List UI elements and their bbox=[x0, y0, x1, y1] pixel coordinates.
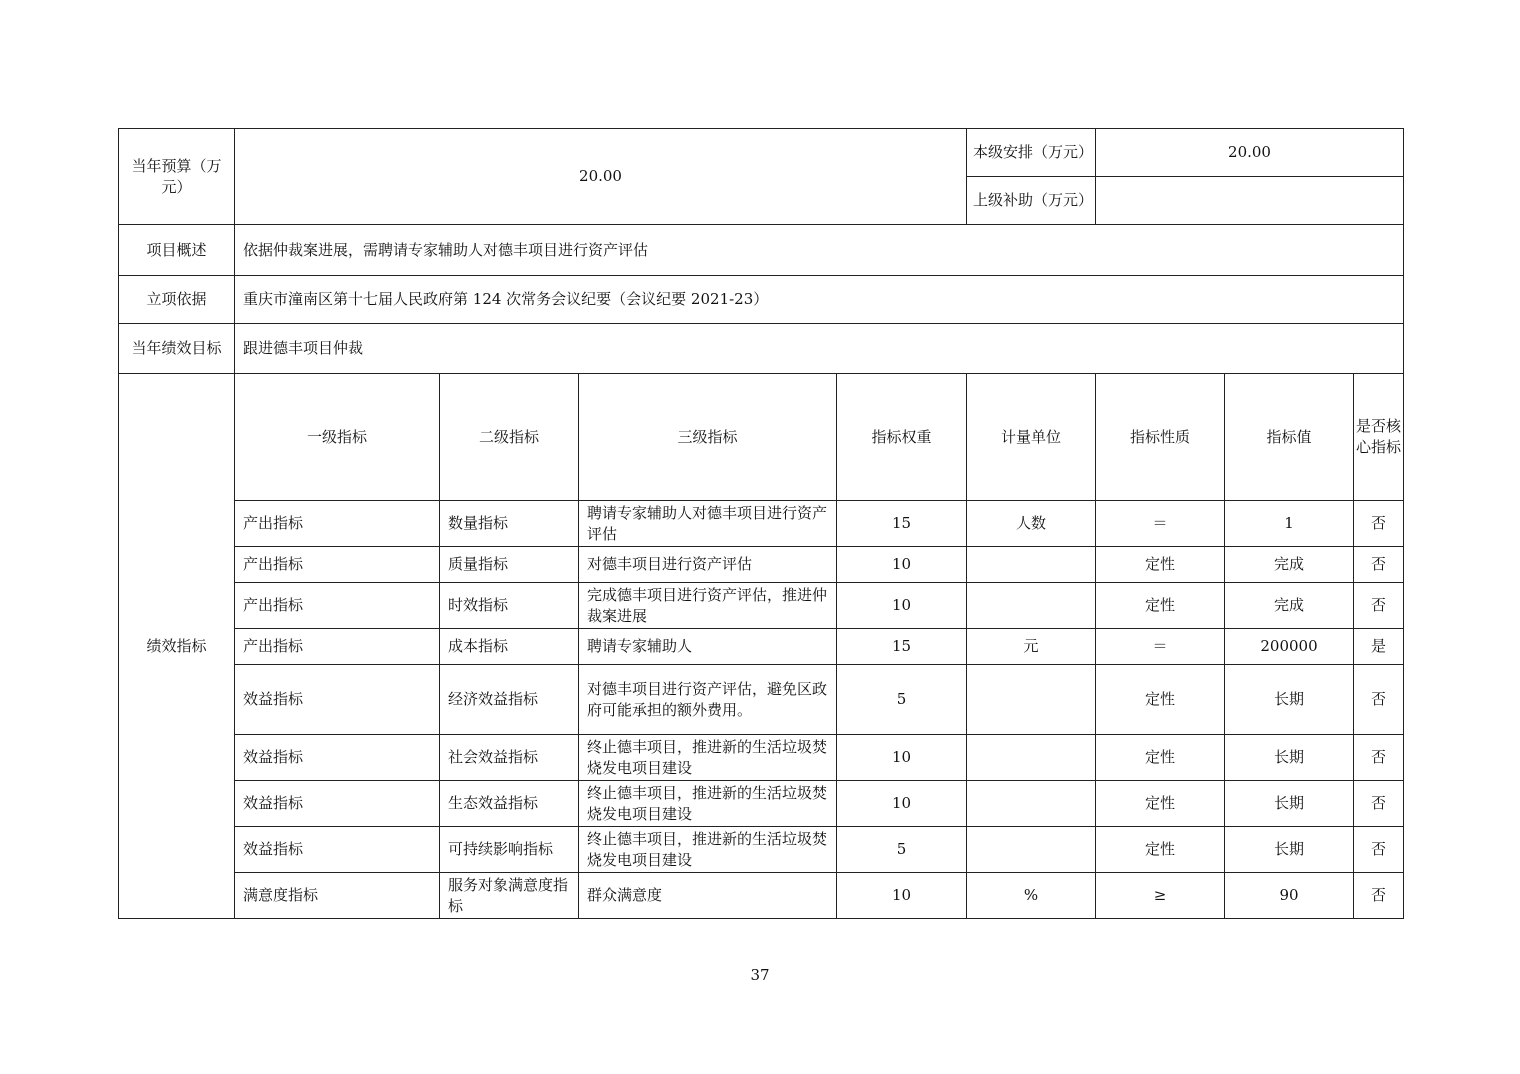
cell-core: 否 bbox=[1354, 547, 1404, 583]
cell-unit bbox=[967, 583, 1096, 629]
cell-nature: 定性 bbox=[1096, 827, 1225, 873]
cell-value: 长期 bbox=[1225, 781, 1354, 827]
table-row bbox=[119, 873, 1404, 919]
cell-level1: 满意度指标 bbox=[235, 873, 440, 919]
cell-core: 否 bbox=[1354, 583, 1404, 629]
cell-core: 否 bbox=[1354, 781, 1404, 827]
cell-level3: 聘请专家辅助人 bbox=[579, 629, 837, 665]
cell-nature: 定性 bbox=[1096, 665, 1225, 735]
table-row bbox=[119, 827, 1404, 873]
cell-level2: 成本指标 bbox=[440, 629, 579, 665]
cell-value: 1 bbox=[1225, 501, 1354, 547]
header-level2: 二级指标 bbox=[440, 374, 579, 501]
cell-level1: 产出指标 bbox=[235, 583, 440, 629]
performance-table-sheet bbox=[118, 128, 1403, 919]
cell-core: 否 bbox=[1354, 501, 1404, 547]
cell-level3: 对德丰项目进行资产评估 bbox=[579, 547, 837, 583]
page-number: 37 bbox=[750, 966, 770, 984]
overview-value: 依据仲裁案进展，需聘请专家辅助人对德丰项目进行资产评估 bbox=[235, 225, 1404, 276]
cell-unit bbox=[967, 665, 1096, 735]
cell-level3: 终止德丰项目，推进新的生活垃圾焚烧发电项目建设 bbox=[579, 827, 837, 873]
basis-value: 重庆市潼南区第十七届人民政府第 124 次常务会议纪要（会议纪要 2021-23） bbox=[235, 276, 1404, 324]
cell-level2: 质量指标 bbox=[440, 547, 579, 583]
superior-subsidy-value bbox=[1096, 177, 1404, 225]
header-value: 指标值 bbox=[1225, 374, 1354, 501]
header-level3: 三级指标 bbox=[579, 374, 837, 501]
cell-value: 长期 bbox=[1225, 665, 1354, 735]
cell-weight: 10 bbox=[837, 735, 967, 781]
header-weight: 指标权重 bbox=[837, 374, 967, 501]
cell-level1: 产出指标 bbox=[235, 547, 440, 583]
overview-label: 项目概述 bbox=[119, 225, 235, 276]
local-arrangement-label: 本级安排（万元） bbox=[967, 129, 1096, 177]
cell-level1: 效益指标 bbox=[235, 781, 440, 827]
cell-level2: 经济效益指标 bbox=[440, 665, 579, 735]
cell-weight: 10 bbox=[837, 583, 967, 629]
header-core: 是否核心指标 bbox=[1354, 374, 1404, 501]
cell-level2: 时效指标 bbox=[440, 583, 579, 629]
header-unit: 计量单位 bbox=[967, 374, 1096, 501]
cell-level1: 效益指标 bbox=[235, 827, 440, 873]
cell-nature: 定性 bbox=[1096, 735, 1225, 781]
cell-level2: 可持续影响指标 bbox=[440, 827, 579, 873]
cell-level2: 生态效益指标 bbox=[440, 781, 579, 827]
cell-level1: 效益指标 bbox=[235, 735, 440, 781]
cell-value: 长期 bbox=[1225, 827, 1354, 873]
cell-core: 否 bbox=[1354, 665, 1404, 735]
goal-label: 当年绩效目标 bbox=[119, 324, 235, 374]
indicators-label: 绩效指标 bbox=[119, 374, 235, 919]
cell-unit bbox=[967, 827, 1096, 873]
cell-unit bbox=[967, 547, 1096, 583]
cell-level1: 效益指标 bbox=[235, 665, 440, 735]
goal-value: 跟进德丰项目仲裁 bbox=[235, 324, 1404, 374]
cell-core: 是 bbox=[1354, 629, 1404, 665]
table-row bbox=[119, 583, 1404, 629]
table-row bbox=[119, 781, 1404, 827]
table-row bbox=[119, 547, 1404, 583]
cell-value: 200000 bbox=[1225, 629, 1354, 665]
table-row bbox=[119, 665, 1404, 735]
cell-weight: 5 bbox=[837, 827, 967, 873]
cell-weight: 5 bbox=[837, 665, 967, 735]
cell-level2: 社会效益指标 bbox=[440, 735, 579, 781]
cell-level3: 终止德丰项目，推进新的生活垃圾焚烧发电项目建设 bbox=[579, 781, 837, 827]
cell-nature: ＝ bbox=[1096, 501, 1225, 547]
cell-nature: ＝ bbox=[1096, 629, 1225, 665]
cell-unit: 人数 bbox=[967, 501, 1096, 547]
budget-value: 20.00 bbox=[235, 129, 967, 225]
cell-level3: 完成德丰项目进行资产评估，推进仲裁案进展 bbox=[579, 583, 837, 629]
cell-level3: 终止德丰项目，推进新的生活垃圾焚烧发电项目建设 bbox=[579, 735, 837, 781]
cell-level2: 服务对象满意度指标 bbox=[440, 873, 579, 919]
cell-weight: 15 bbox=[837, 629, 967, 665]
cell-nature: ≥ bbox=[1096, 873, 1225, 919]
cell-unit bbox=[967, 781, 1096, 827]
cell-core: 否 bbox=[1354, 827, 1404, 873]
cell-nature: 定性 bbox=[1096, 781, 1225, 827]
cell-level1: 产出指标 bbox=[235, 629, 440, 665]
header-nature: 指标性质 bbox=[1096, 374, 1225, 501]
header-level1: 一级指标 bbox=[235, 374, 440, 501]
cell-level1: 产出指标 bbox=[235, 501, 440, 547]
cell-level3: 群众满意度 bbox=[579, 873, 837, 919]
cell-core: 否 bbox=[1354, 735, 1404, 781]
cell-nature: 定性 bbox=[1096, 547, 1225, 583]
cell-weight: 15 bbox=[837, 501, 967, 547]
cell-level2: 数量指标 bbox=[440, 501, 579, 547]
basis-label: 立项依据 bbox=[119, 276, 235, 324]
cell-unit: % bbox=[967, 873, 1096, 919]
cell-unit: 元 bbox=[967, 629, 1096, 665]
cell-nature: 定性 bbox=[1096, 583, 1225, 629]
cell-level3: 聘请专家辅助人对德丰项目进行资产评估 bbox=[579, 501, 837, 547]
table-row bbox=[119, 501, 1404, 547]
cell-weight: 10 bbox=[837, 781, 967, 827]
cell-value: 完成 bbox=[1225, 583, 1354, 629]
table-row bbox=[119, 629, 1404, 665]
cell-core: 否 bbox=[1354, 873, 1404, 919]
cell-value: 90 bbox=[1225, 873, 1354, 919]
performance-table bbox=[118, 128, 1404, 919]
budget-label: 当年预算（万元） bbox=[119, 129, 235, 225]
cell-value: 完成 bbox=[1225, 547, 1354, 583]
cell-level3: 对德丰项目进行资产评估，避免区政府可能承担的额外费用。 bbox=[579, 665, 837, 735]
cell-unit bbox=[967, 735, 1096, 781]
cell-value: 长期 bbox=[1225, 735, 1354, 781]
local-arrangement-value: 20.00 bbox=[1096, 129, 1404, 177]
table-row bbox=[119, 735, 1404, 781]
cell-weight: 10 bbox=[837, 547, 967, 583]
cell-weight: 10 bbox=[837, 873, 967, 919]
superior-subsidy-label: 上级补助（万元） bbox=[967, 177, 1096, 225]
